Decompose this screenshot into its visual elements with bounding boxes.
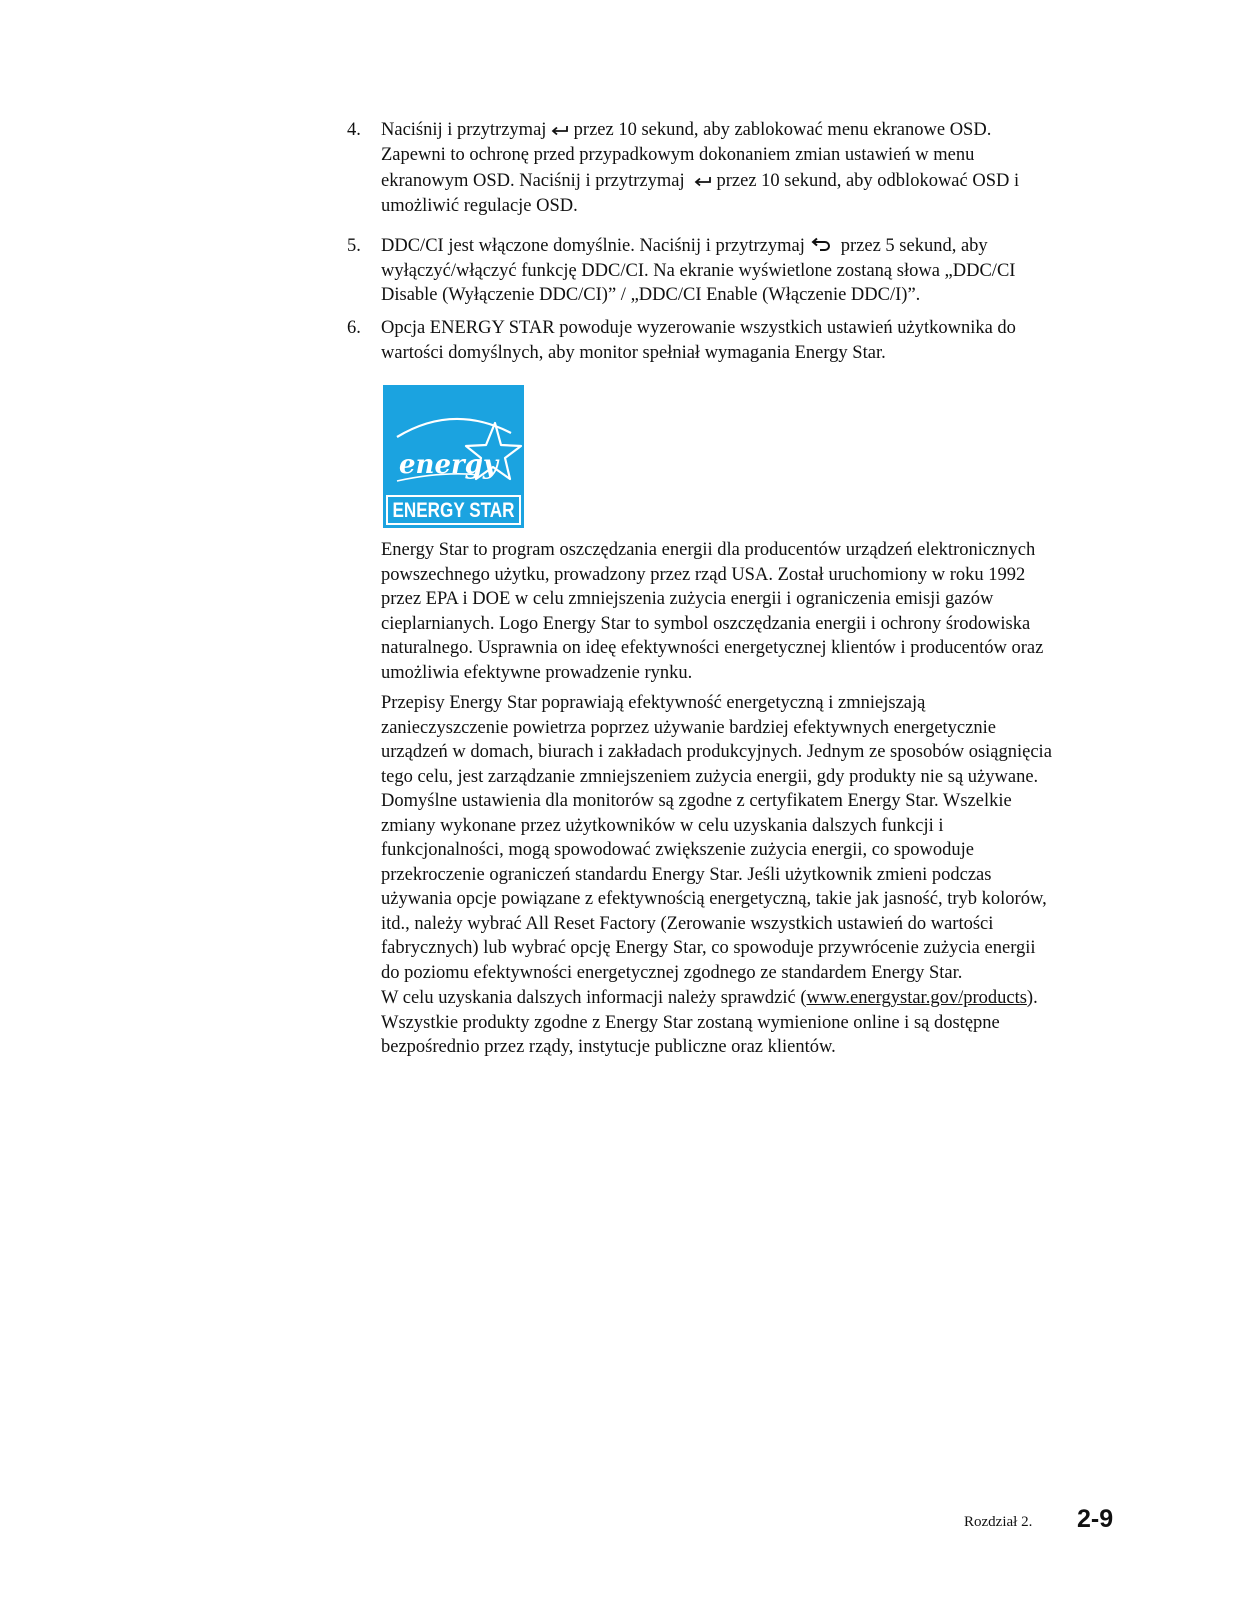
list-number: 6. [347, 318, 361, 338]
return-arrow-icon [809, 238, 831, 256]
energystar-link[interactable]: www.energystar.gov/products [806, 988, 1027, 1008]
enter-arrow-icon [694, 176, 712, 188]
list-number: 4. [347, 120, 361, 140]
list-item-text: Opcja ENERGY STAR powoduje wyzerowanie wszystkich ustawień użytkownika do wartości domyślnych, aby monitor spełniał wymagania Energy Star. [381, 318, 1016, 363]
paragraph-more-info: W celu uzyskania dalszych informacji należy sprawdzić (www.energystar.gov/products). Wszystkie produkty zgodne z Energy Star zostaną wymienione online i są dostępne bezpośrednio przez rządy, instytucje publiczne oraz klientów. [381, 988, 1038, 1057]
list-item-text: DDC/CI jest włączone domyślnie. Naciśnij i przytrzymaj przez 5 sekund, aby wyłączyć/włączyć funkcję DDC/CI. Na ekranie wyświetlone zostaną słowa „DDC/CI Disable (Wyłączenie DDC/CI)” / „DDC/CI Enable (Włączenie DDC/I)”. [381, 236, 1016, 305]
paragraph-intro: Energy Star to program oszczędzania energii dla producentów urządzeń elektronicznych powszechnego użytku, prowadzony przez rząd USA. Został uruchomiony w roku 1992 przez EPA i DOE w celu zmniejszenia zużycia energii i ograniczenia emisji gazów cieplarnianych. Logo Energy Star to symbol oszczędzania energii i ochrony środowiska naturalnego. Usprawnia on ideę efektywności energetycznej klientów i producentów oraz umożliwia efektywne prowadzenie rynku. [381, 540, 1044, 683]
list-item-text: Naciśnij i przytrzymaj przez 10 sekund, aby zablokować menu ekranowe OSD. Zapewni to ochronę przed przypadkowym dokonaniem zmian ustawień w menu ekranowym OSD. Naciśnij i przytrzymaj przez 10 sekund, aby odblokować OSD i umożliwić regulacje OSD. [381, 120, 1020, 216]
energy-script-text: energy [399, 450, 498, 480]
enter-arrow-icon [551, 125, 569, 137]
list-number: 5. [347, 236, 361, 256]
page-number: 2-9 [1077, 1505, 1114, 1533]
energy-star-logo [383, 385, 524, 528]
chapter-label: Rozdział 2. [964, 1514, 1033, 1530]
energy-star-caption: ENERGY STAR [392, 499, 515, 522]
paragraph-regulations: Przepisy Energy Star poprawiają efektywność energetyczną i zmniejszają zanieczyszczenie powietrza poprzez używanie bardziej efektywnych energetycznie urządzeń w domach, biurach i zakładach produkcyjnych. Jednym ze sposobów osiągnięcia tego celu, jest zarządzanie zmniejszeniem zużycia energii, gdy produkty nie są używane. Domyślne ustawienia dla monitorów są zgodne z certyfikatem Energy Star. Wszelkie zmiany wykonane przez użytkowników w celu uzyskania dalszych funkcji i funkcjonalności, mogą spowodować zwiększenie zużycia energii, co spowoduje przekroczenie ograniczeń standardu Energy Star. Jeśli użytkownik zmieni podczas używania opcje powiązane z efektywnością energetyczną, takie jak jasność, tryb kolorów, itd., należy wybrać All Reset Factory (Zerowanie wszystkich ustawień do wartości fabrycznych) lub wybrać opcję Energy Star, co spowoduje przywrócenie zużycia energii do poziomu efektywności energetycznej zgodnego ze standardem Energy Star. [381, 693, 1052, 983]
